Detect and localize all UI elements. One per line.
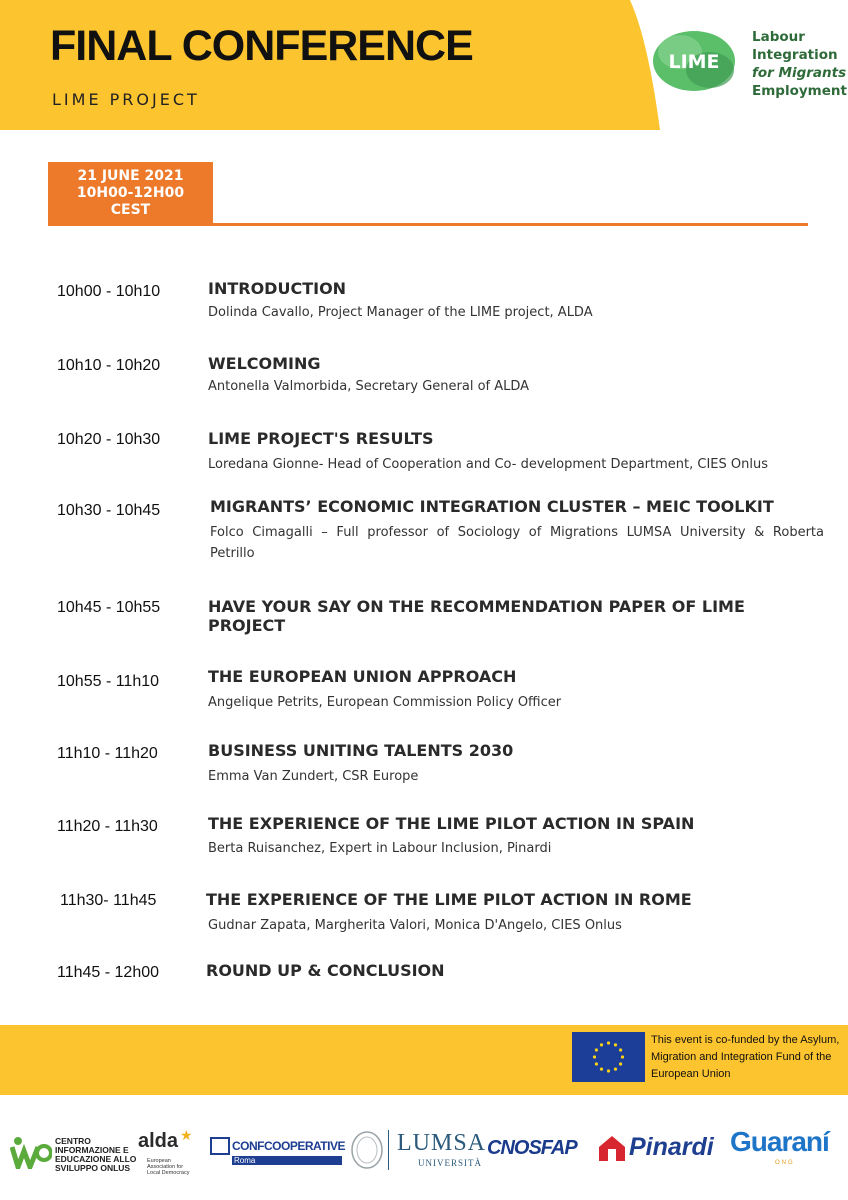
tagline-line: for Migrants	[752, 65, 847, 81]
agenda-title: LIME PROJECT'S RESULTS	[208, 429, 434, 448]
agenda-speaker: Petrillo	[210, 546, 255, 561]
agenda-time: 11h20 - 11h30	[57, 818, 158, 835]
lumsa-logo: LUMSA	[397, 1130, 487, 1156]
time-range: 10H00-12H00	[76, 185, 185, 201]
tagline-line: Employment	[752, 83, 847, 99]
agenda-title: BUSINESS UNITING TALENTS 2030	[208, 741, 514, 760]
eu-funding-note: This event is co-funded by the Asylum, Migration and Integration Fund of the European Union	[651, 1034, 840, 1080]
eu-flag-icon	[572, 1032, 645, 1082]
page-title: FINAL CONFERENCE	[50, 22, 473, 70]
confcooperative-icon	[210, 1137, 230, 1155]
agenda-time: 10h55 - 11h10	[57, 673, 160, 690]
confcooperative-sub: Roma	[232, 1156, 342, 1165]
alda-logo: alda	[138, 1130, 179, 1152]
agenda-speaker: Angelique Petrits, European Commission Policy Officer	[208, 695, 562, 710]
agenda-title: INTRODUCTION	[208, 279, 347, 298]
agenda-time: 11h30- 11h45	[60, 892, 157, 909]
agenda-speaker: Gudnar Zapata, Margherita Valori, Monica D'Angelo, CIES Onlus	[208, 918, 622, 933]
agenda-speaker: Folco Cimagalli – Full professor of Sociology of Migrations LUMSA University & Roberta	[210, 525, 824, 540]
agenda-time: 10h30 - 10h45	[57, 502, 161, 519]
cies-logo-icon	[10, 1133, 52, 1169]
lime-logo	[652, 30, 736, 92]
tagline-line: Labour	[752, 29, 805, 45]
lumsa-divider	[388, 1130, 389, 1170]
tagline-line: Integration	[752, 47, 838, 63]
lime-tagline	[752, 28, 847, 100]
agenda-time: 10h45 - 10h55	[57, 599, 161, 616]
agenda-speaker: Berta Ruisanchez, Expert in Labour Inclusion, Pinardi	[208, 841, 552, 856]
cies-line: EDUCAZIONE ALLO	[55, 1154, 137, 1164]
agenda-time: 11h45 - 12h00	[57, 964, 160, 981]
agenda-speaker: Emma Van Zundert, CSR Europe	[208, 769, 419, 784]
seal-icon	[350, 1130, 384, 1170]
cies-line: SVILUPPO ONLUS	[55, 1163, 131, 1173]
star-icon: ★	[180, 1128, 193, 1144]
agenda-time: 11h10 - 11h20	[57, 745, 158, 762]
lumsa-sub: UNIVERSITÀ	[418, 1158, 482, 1168]
agenda-time: 10h00 - 10h10	[57, 283, 161, 300]
agenda-title: THE EXPERIENCE OF THE LIME PILOT ACTION IN ROME	[206, 890, 692, 909]
cies-line: CENTRO	[55, 1136, 91, 1146]
agenda-time: 10h20 - 10h30	[57, 431, 161, 448]
agenda-title: THE EUROPEAN UNION APPROACH	[208, 667, 517, 686]
agenda-title: THE EXPERIENCE OF THE LIME PILOT ACTION IN SPAIN	[208, 814, 695, 833]
agenda-title: MIGRANTS’ ECONOMIC INTEGRATION CLUSTER – MEIC TOOLKIT	[210, 497, 774, 516]
date-line: 21 JUNE 2021	[77, 168, 184, 184]
alda-tagline: European Association for Local Democracy	[147, 1158, 190, 1176]
agenda-speaker: Dolinda Cavallo, Project Manager of the LIME project, ALDA	[208, 305, 593, 320]
agenda-title: WELCOMING	[208, 354, 321, 373]
cnosfap-logo: CNOSFAP	[487, 1137, 577, 1159]
agenda-title: HAVE YOUR SAY ON THE RECOMMENDATION PAPER OF LIME	[208, 597, 745, 616]
confcooperative-logo: CONFCOOPERATIVE	[232, 1139, 345, 1153]
agenda-speaker: Antonella Valmorbida, Secretary General of ALDA	[208, 379, 530, 394]
cies-line: INFORMAZIONE E	[55, 1145, 129, 1155]
guarani-sub: ONG	[775, 1160, 795, 1166]
date-box	[48, 162, 213, 226]
house-icon	[597, 1133, 627, 1163]
page-subtitle: LIME PROJECT	[52, 90, 200, 109]
pinardi-logo: Pinardi	[629, 1133, 714, 1161]
agenda-title: PROJECT	[208, 616, 286, 635]
agenda-time: 10h10 - 10h20	[57, 357, 161, 374]
guarani-logo: Guaraní	[730, 1126, 829, 1157]
agenda-speaker: Loredana Gionne- Head of Cooperation and Co- development Department, CIES Onlus	[208, 457, 768, 472]
agenda-title: ROUND UP & CONCLUSION	[206, 961, 445, 980]
lime-logo-text: LIME	[668, 51, 720, 73]
timezone: CEST	[110, 202, 151, 218]
date-divider	[48, 223, 808, 226]
cies-logo	[55, 1137, 136, 1173]
